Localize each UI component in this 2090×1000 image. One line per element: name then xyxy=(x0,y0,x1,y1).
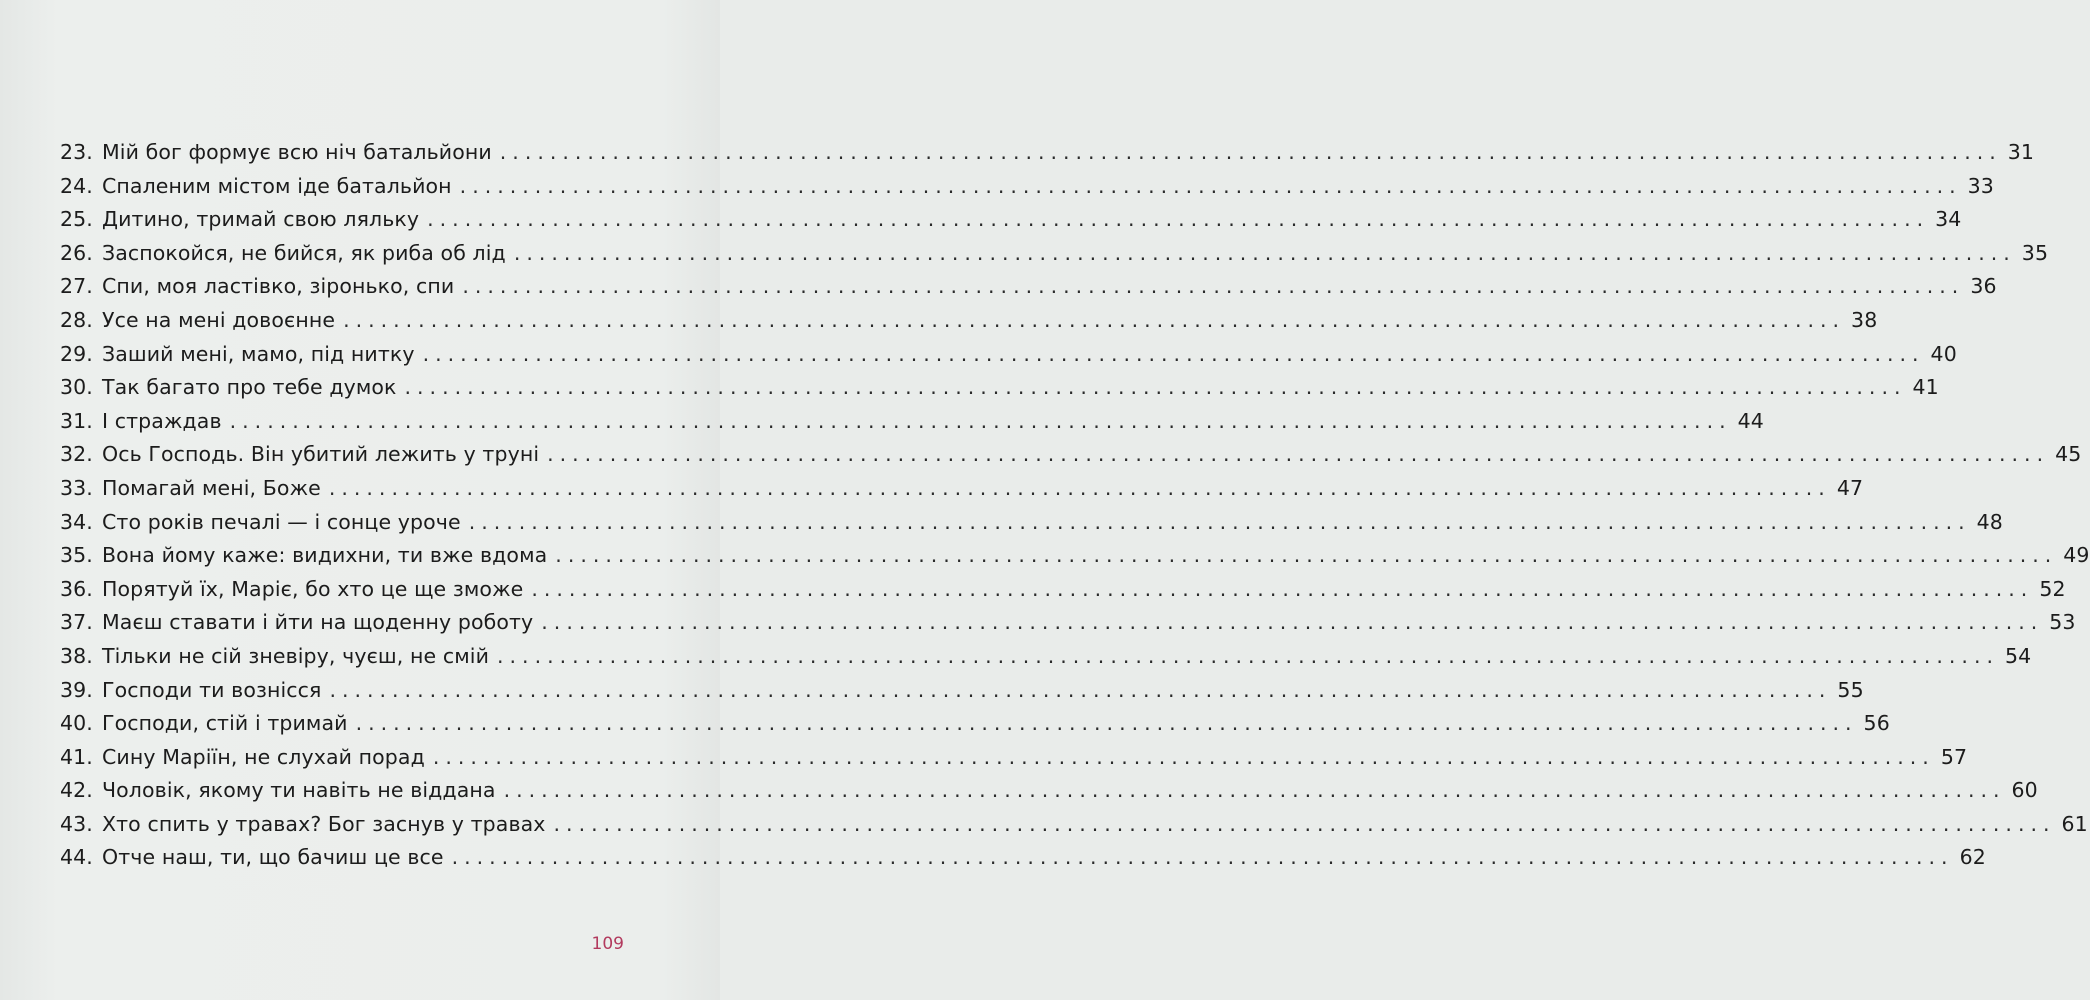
page-number: 109 xyxy=(591,934,624,954)
toc-entry xyxy=(60,576,2066,611)
toc-entry xyxy=(60,778,2038,812)
toc-entry-title: Заспокойся, не бийся, як риба об лід xyxy=(102,240,506,265)
toc-entry-page: 45 xyxy=(2055,442,2082,467)
toc-entry xyxy=(60,610,2076,644)
toc-entry-title: Дитино, тримай свою ляльку xyxy=(102,207,420,232)
toc-entry-title: Сину Маріїн, не слухай порад xyxy=(102,744,425,769)
toc-entry-number: 28. xyxy=(60,307,93,332)
toc-entry-page: 49 xyxy=(2063,543,2090,568)
toc-entry-title: Порятуй їх, Маріє, бо хто це ще зможе xyxy=(102,576,524,601)
toc-entry-number: 39. xyxy=(60,677,93,702)
toc-entry-page: 40 xyxy=(1930,341,1957,366)
toc-entry-title: Хто спить у травах? Бог заснув у травах xyxy=(102,811,546,836)
toc-entry xyxy=(60,140,2035,174)
dot-leader: ........................................................................................................................ xyxy=(547,442,2050,467)
dot-leader: ........................................................................................................................ xyxy=(432,744,1935,769)
toc-entry-page: 36 xyxy=(1970,274,1997,299)
toc-entry-page: 48 xyxy=(1976,509,2003,534)
toc-entry-title: Тільки не сій зневіру, чуєш, не смій xyxy=(102,643,490,668)
toc-entry-page: 38 xyxy=(1851,307,1878,332)
toc-entry-page: 57 xyxy=(1940,744,1968,769)
toc-entry-page: 54 xyxy=(2004,643,2032,668)
toc-entry-title: Усе на мені довоєнне xyxy=(102,307,336,332)
dot-leader: ........................................................................................................................ xyxy=(404,375,1907,400)
toc-entry xyxy=(60,442,2082,476)
toc-entry-number: 35. xyxy=(60,543,93,568)
toc-entry-title: Заший мені, мамо, під нитку xyxy=(102,341,415,366)
toc-entry-page: 33 xyxy=(1967,173,1994,198)
toc-entry-number: 26. xyxy=(60,240,93,265)
dot-leader: ........................................................................................................................ xyxy=(328,475,1831,500)
dot-leader: ........................................................................................................................ xyxy=(329,677,1832,702)
dot-leader: ........................................................................................................................ xyxy=(541,610,2044,635)
toc-entry xyxy=(60,207,1962,241)
dot-leader: ........................................................................................................................ xyxy=(422,341,1925,366)
toc-entry xyxy=(60,643,2032,678)
toc-entry-title: Ось Господь. Він убитий лежить у труні xyxy=(102,442,540,467)
table-of-contents xyxy=(60,140,2090,879)
toc-entry-page: 35 xyxy=(2021,240,2049,265)
toc-entry-number: 36. xyxy=(60,576,93,601)
dot-leader: ........................................................................................................................ xyxy=(513,240,2016,265)
dot-leader: ........................................................................................................................ xyxy=(343,307,1846,332)
toc-entry-number: 43. xyxy=(60,811,93,836)
dot-leader: ........................................................................................................................ xyxy=(459,173,1962,198)
toc-entry xyxy=(60,173,1994,208)
toc-entry-page: 62 xyxy=(1959,845,1986,870)
toc-entry-number: 31. xyxy=(60,408,93,433)
toc-entry xyxy=(60,711,1890,745)
toc-entry-number: 27. xyxy=(60,274,93,299)
toc-entry-number: 37. xyxy=(60,610,93,635)
toc-entry-page: 41 xyxy=(1912,375,1939,400)
toc-entry-title: Спи, моя ластівко, зіронько, спи xyxy=(102,274,455,299)
dot-leader: ........................................................................................................................ xyxy=(427,207,1930,232)
toc-entry-title: Господи, стій і тримай xyxy=(102,711,348,736)
toc-entry xyxy=(60,274,1997,308)
toc-entry xyxy=(60,677,1864,712)
dot-leader: ........................................................................................................................ xyxy=(451,845,1954,870)
dot-leader: ........................................................................................................................ xyxy=(553,811,2056,836)
toc-entry-number: 30. xyxy=(60,375,93,400)
toc-entry-page: 55 xyxy=(1837,677,1864,702)
dot-leader: ........................................................................................................................ xyxy=(462,274,1965,299)
toc-entry xyxy=(60,375,1939,409)
toc-entry-number: 24. xyxy=(60,173,93,198)
toc-entry xyxy=(60,475,1864,510)
toc-entry-number: 34. xyxy=(60,509,93,534)
dot-leader: ........................................................................................................................ xyxy=(355,711,1858,736)
toc-entry-title: Вона йому каже: видихни, ти вже вдома xyxy=(102,543,548,568)
toc-entry-title: Маєш ставати і йти на щоденну роботу xyxy=(102,610,534,635)
toc-entry xyxy=(60,341,1957,376)
toc-entry-number: 44. xyxy=(60,845,93,870)
dot-leader: ........................................................................................................................ xyxy=(468,509,1971,534)
toc-entry-number: 38. xyxy=(60,643,93,668)
dot-leader: ........................................................................................................................ xyxy=(499,140,2002,164)
toc-entry-title: І страждав xyxy=(102,408,222,433)
toc-entry-page: 52 xyxy=(2039,576,2066,601)
toc-entry xyxy=(60,408,1764,443)
toc-entry-title: Сто років печалі — і сонце уроче xyxy=(102,509,461,534)
toc-entry xyxy=(60,307,1878,342)
toc-entry-page: 60 xyxy=(2011,778,2038,803)
toc-entry-title: Так багато про тебе думок xyxy=(102,375,397,400)
toc-entry-page: 53 xyxy=(2049,610,2076,635)
toc-entry-number: 23. xyxy=(60,140,93,164)
toc-entry-title: Мій бог формує всю ніч батальйони xyxy=(102,140,492,164)
dot-leader: ........................................................................................................................ xyxy=(503,778,2006,803)
toc-entry xyxy=(60,811,2088,846)
toc-entry-page: 61 xyxy=(2061,811,2088,836)
toc-entry xyxy=(60,744,1968,779)
toc-entry-title: Чоловік, якому ти навіть не віддана xyxy=(102,778,496,803)
toc-entry-number: 25. xyxy=(60,207,93,232)
toc-entry-number: 40. xyxy=(60,711,93,736)
toc-entry-number: 32. xyxy=(60,442,93,467)
toc-entry-number: 42. xyxy=(60,778,93,803)
toc-entry-number: 41. xyxy=(60,744,93,769)
toc-entry xyxy=(60,543,2090,577)
dot-leader: ........................................................................................................................ xyxy=(497,643,1999,668)
toc-entry-number: 33. xyxy=(60,475,93,500)
toc-entry-number: 29. xyxy=(60,341,93,366)
toc-entry-page: 44 xyxy=(1737,408,1764,433)
dot-leader: ........................................................................................................................ xyxy=(229,408,1732,433)
toc-entry xyxy=(60,509,2003,544)
toc-entry-title: Отче наш, ти, що бачиш це все xyxy=(102,845,444,870)
toc-entry-title: Спаленим містом іде батальйон xyxy=(102,173,452,198)
toc-entry-page: 56 xyxy=(1863,711,1890,736)
toc-entry-title: Господи ти вознісся xyxy=(102,677,322,702)
toc-entry-page: 31 xyxy=(2007,140,2035,164)
toc-entry xyxy=(60,240,2049,275)
toc-entry-page: 47 xyxy=(1836,475,1864,500)
dot-leader: ........................................................................................................................ xyxy=(555,543,2058,568)
toc-entry xyxy=(60,845,1986,879)
toc-entry-title: Помагай мені, Боже xyxy=(102,475,321,500)
toc-entry-page: 34 xyxy=(1935,207,1962,232)
dot-leader: ........................................................................................................................ xyxy=(531,576,2034,601)
